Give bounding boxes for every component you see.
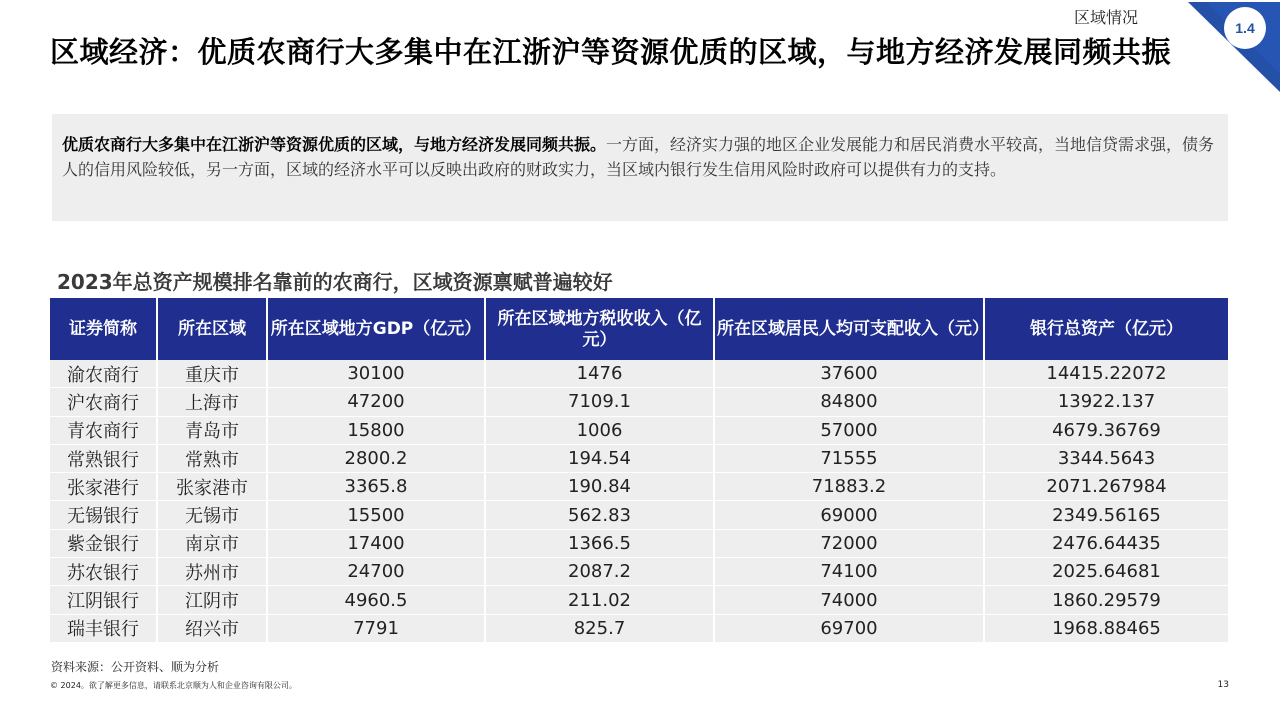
page-number: 13 [1217,680,1229,690]
cell-region: 苏州市 [157,558,267,586]
cell-region: 重庆市 [157,360,267,388]
cell-bank-name: 苏农银行 [50,558,157,586]
cell-gdp: 24700 [267,558,485,586]
cell-tax: 2087.2 [485,558,714,586]
table-row [50,529,1228,557]
cell-gdp: 2800.2 [267,444,485,472]
table-row [50,558,1228,586]
table-row [50,444,1228,472]
cell-bank-name: 瑞丰银行 [50,614,157,642]
column-header-gdp: 所在区域地方GDP（亿元） [267,299,485,361]
summary-bold-text: 优质农商行大多集中在江浙沪等资源优质的区域，与地方经济发展同频共振。 [62,135,607,154]
cell-bank-name: 青农商行 [50,416,157,444]
column-header-tax: 所在区域地方税收收入（亿元） [485,299,714,361]
cell-income: 74100 [714,558,984,586]
cell-region: 青岛市 [157,416,267,444]
cell-gdp: 15800 [267,416,485,444]
cell-income: 74000 [714,586,984,614]
cell-income: 57000 [714,416,984,444]
table-row [50,586,1228,614]
cell-income: 69700 [714,614,984,642]
cell-assets: 1860.29579 [984,586,1228,614]
cell-region: 上海市 [157,388,267,416]
cell-tax: 7109.1 [485,388,714,416]
cell-assets: 2071.267984 [984,473,1228,501]
column-header-assets: 银行总资产（亿元） [984,299,1228,361]
copyright: © 2024。欲了解更多信息，请联系北京顺为人和企业咨询有限公司。 [50,681,297,690]
cell-bank-name: 渝农商行 [50,360,157,388]
cell-income: 37600 [714,360,984,388]
cell-assets: 1968.88465 [984,614,1228,642]
bank-table [50,298,1228,643]
cell-income: 71555 [714,444,984,472]
cell-gdp: 47200 [267,388,485,416]
cell-bank-name: 沪农商行 [50,388,157,416]
cell-gdp: 4960.5 [267,586,485,614]
cell-tax: 211.02 [485,586,714,614]
cell-tax: 1006 [485,416,714,444]
cell-income: 69000 [714,501,984,529]
cell-assets: 2476.64435 [984,529,1228,557]
cell-tax: 825.7 [485,614,714,642]
cell-assets: 2025.64681 [984,558,1228,586]
cell-tax: 190.84 [485,473,714,501]
section-tag: 区域情况 [1074,8,1139,27]
cell-region: 无锡市 [157,501,267,529]
cell-tax: 1476 [485,360,714,388]
cell-assets: 13922.137 [984,388,1228,416]
table-row [50,388,1228,416]
cell-region: 绍兴市 [157,614,267,642]
table-row [50,360,1228,388]
cell-bank-name: 江阴银行 [50,586,157,614]
cell-assets: 14415.22072 [984,360,1228,388]
cell-gdp: 30100 [267,360,485,388]
cell-income: 72000 [714,529,984,557]
cell-region: 张家港市 [157,473,267,501]
cell-region: 南京市 [157,529,267,557]
table-header-row [50,299,1228,361]
section-number: 1.4 [1235,20,1255,36]
cell-income: 84800 [714,388,984,416]
cell-bank-name: 常熟银行 [50,444,157,472]
summary-box [52,114,1228,221]
cell-bank-name: 紫金银行 [50,529,157,557]
cell-region: 江阴市 [157,586,267,614]
cell-gdp: 7791 [267,614,485,642]
column-header-income: 所在区域居民人均可支配收入（元） [714,299,984,361]
cell-gdp: 15500 [267,501,485,529]
cell-assets: 2349.56165 [984,501,1228,529]
cell-gdp: 17400 [267,529,485,557]
column-header-name: 证券简称 [50,299,157,361]
cell-assets: 3344.5643 [984,444,1228,472]
table-body [50,360,1228,642]
cell-tax: 1366.5 [485,529,714,557]
cell-bank-name: 无锡银行 [50,501,157,529]
page-title: 区域经济：优质农商行大多集中在江浙沪等资源优质的区域，与地方经济发展同频共振 [50,35,1172,69]
cell-assets: 4679.36769 [984,416,1228,444]
cell-bank-name: 张家港行 [50,473,157,501]
cell-region: 常熟市 [157,444,267,472]
table-row [50,416,1228,444]
table-row [50,501,1228,529]
source-note: 资料来源：公开资料、顺为分析 [51,660,220,674]
summary-text: 一方面，经济实力强的地区企业发展能力和居民消费水平较高，当地信贷需求强，债务人的信用风险较低，另一方面，区域的经济水平可以反映出政府的财政实力，当区域内银行发生信用风险时政府可以提供有力的支持。 [62,135,1215,179]
cell-tax: 194.54 [485,444,714,472]
cell-tax: 562.83 [485,501,714,529]
column-header-region: 所在区域 [157,299,267,361]
table-title: 2023年总资产规模排名靠前的农商行，区域资源禀赋普遍较好 [57,270,613,294]
cell-income: 71883.2 [714,473,984,501]
table-row [50,614,1228,642]
cell-gdp: 3365.8 [267,473,485,501]
table-row [50,473,1228,501]
